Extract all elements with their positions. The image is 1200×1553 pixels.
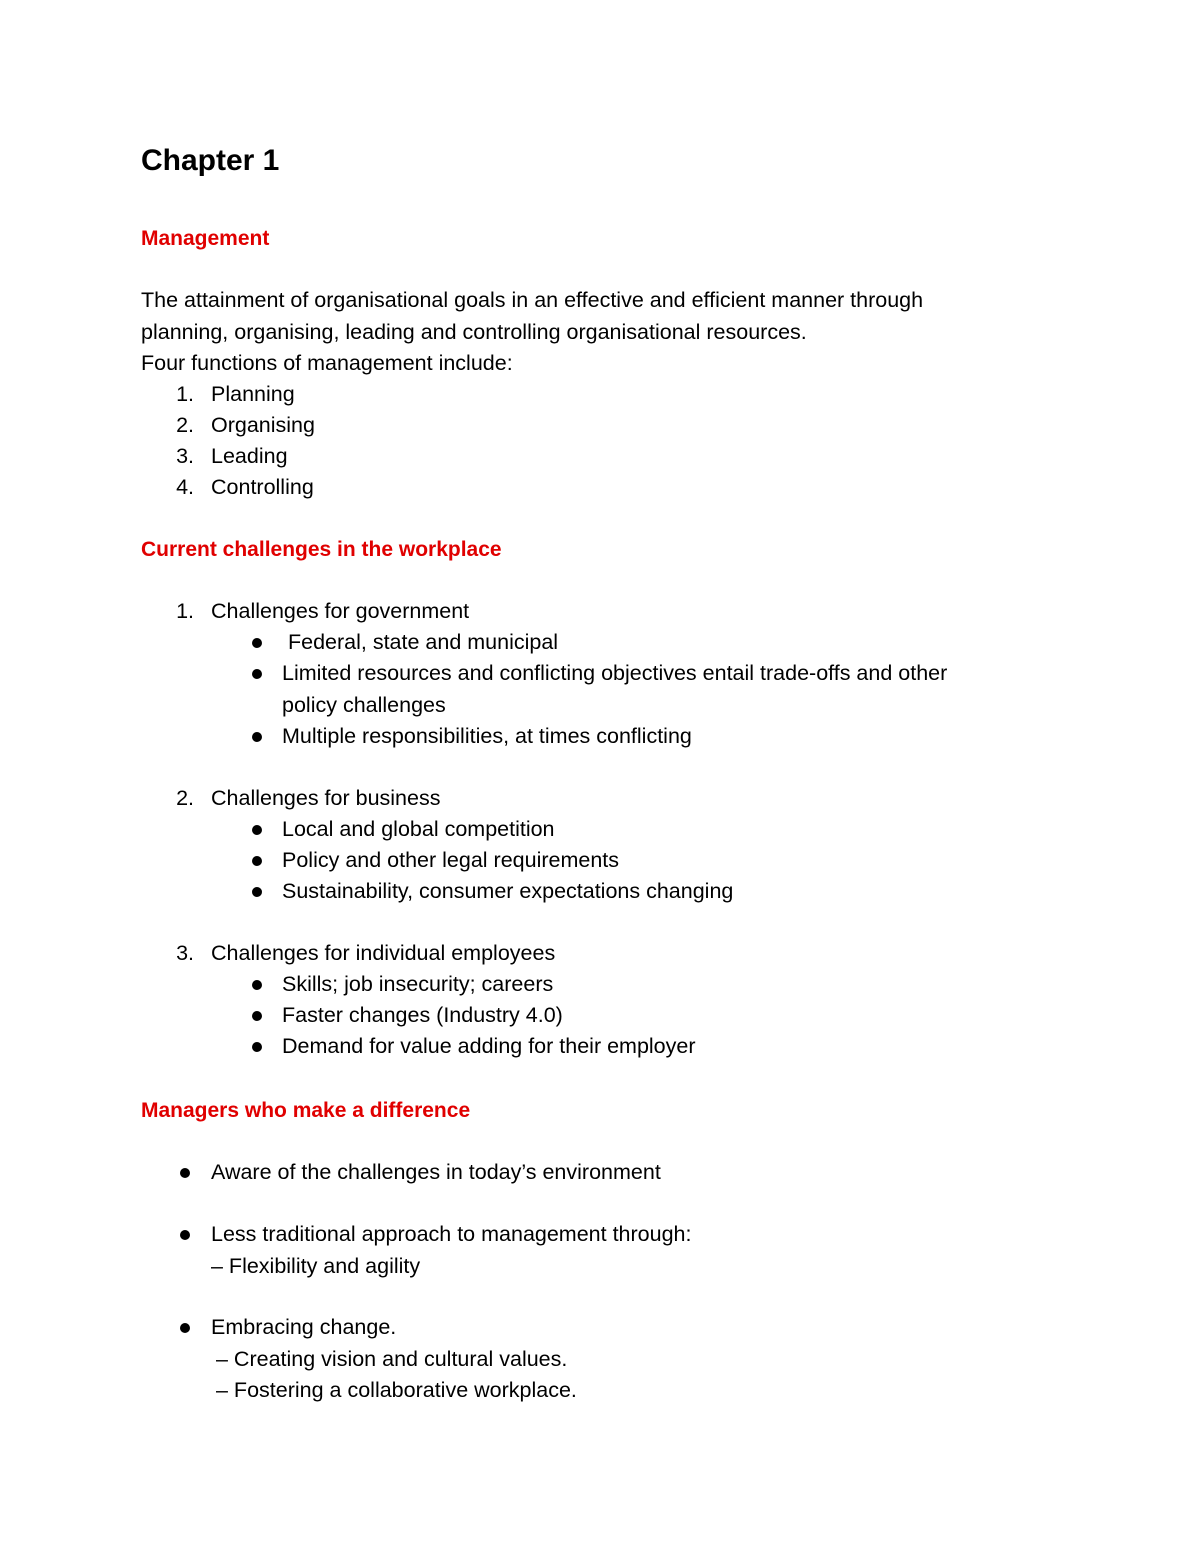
bullet-item: Local and global competition: [282, 817, 555, 841]
challenge-group-employees: Challenges for individual employees: [211, 941, 556, 965]
list-number: 3.: [176, 941, 194, 965]
bullet-icon: [180, 1230, 190, 1240]
list-number: 3.: [176, 444, 194, 468]
manager-trait-subitem: – Fostering a collaborative workplace.: [216, 1378, 577, 1402]
bullet-item: Federal, state and municipal: [282, 630, 559, 654]
function-item-leading: Leading: [211, 444, 288, 468]
manager-trait-subitem: – Creating vision and cultural values.: [216, 1347, 568, 1371]
bullet-item: Skills; job insecurity; careers: [282, 972, 554, 996]
bullet-item: Limited resources and conflicting objectives entail trade-offs and other: [282, 661, 948, 685]
list-number: 1.: [176, 382, 194, 406]
chapter-title: Chapter 1: [141, 144, 280, 177]
manager-trait-subitem: – Flexibility and agility: [211, 1254, 421, 1278]
bullet-icon: [180, 1323, 190, 1333]
bullet-icon: [252, 887, 262, 897]
bullet-icon: [252, 856, 262, 866]
definition-line-1: The attainment of organisational goals in an effective and efficient manner through: [141, 288, 924, 312]
bullet-icon: [252, 1042, 262, 1052]
bullet-item: Multiple responsibilities, at times conflicting: [282, 724, 692, 748]
bullet-icon: [252, 825, 262, 835]
bullet-item-continuation: policy challenges: [282, 693, 446, 717]
list-number: 2.: [176, 786, 194, 810]
section-heading-managers: Managers who make a difference: [141, 1099, 471, 1122]
challenge-group-business: Challenges for business: [211, 786, 441, 810]
bullet-icon: [252, 980, 262, 990]
function-item-controlling: Controlling: [211, 475, 314, 499]
list-number: 4.: [176, 475, 194, 499]
function-item-organising: Organising: [211, 413, 315, 437]
definition-line-2: planning, organising, leading and controlling organisational resources.: [141, 320, 807, 344]
bullet-item: Sustainability, consumer expectations changing: [282, 879, 734, 903]
bullet-icon: [252, 638, 262, 648]
manager-trait-item: Less traditional approach to management through:: [211, 1222, 692, 1246]
section-heading-challenges: Current challenges in the workplace: [141, 538, 502, 561]
bullet-item: Faster changes (Industry 4.0): [282, 1003, 563, 1027]
list-number: 1.: [176, 599, 194, 623]
challenge-group-government: Challenges for government: [211, 599, 470, 623]
manager-trait-item: Aware of the challenges in today’s environment: [211, 1160, 661, 1184]
bullet-icon: [252, 669, 262, 679]
manager-trait-item: Embracing change.: [211, 1315, 397, 1339]
bullet-icon: [180, 1168, 190, 1178]
bullet-item: Demand for value adding for their employer: [282, 1034, 696, 1058]
bullet-item: Policy and other legal requirements: [282, 848, 620, 872]
function-item-planning: Planning: [211, 382, 295, 406]
list-number: 2.: [176, 413, 194, 437]
functions-intro: Four functions of management include:: [141, 351, 513, 375]
bullet-icon: [252, 732, 262, 742]
section-heading-management: Management: [141, 227, 270, 250]
bullet-icon: [252, 1011, 262, 1021]
